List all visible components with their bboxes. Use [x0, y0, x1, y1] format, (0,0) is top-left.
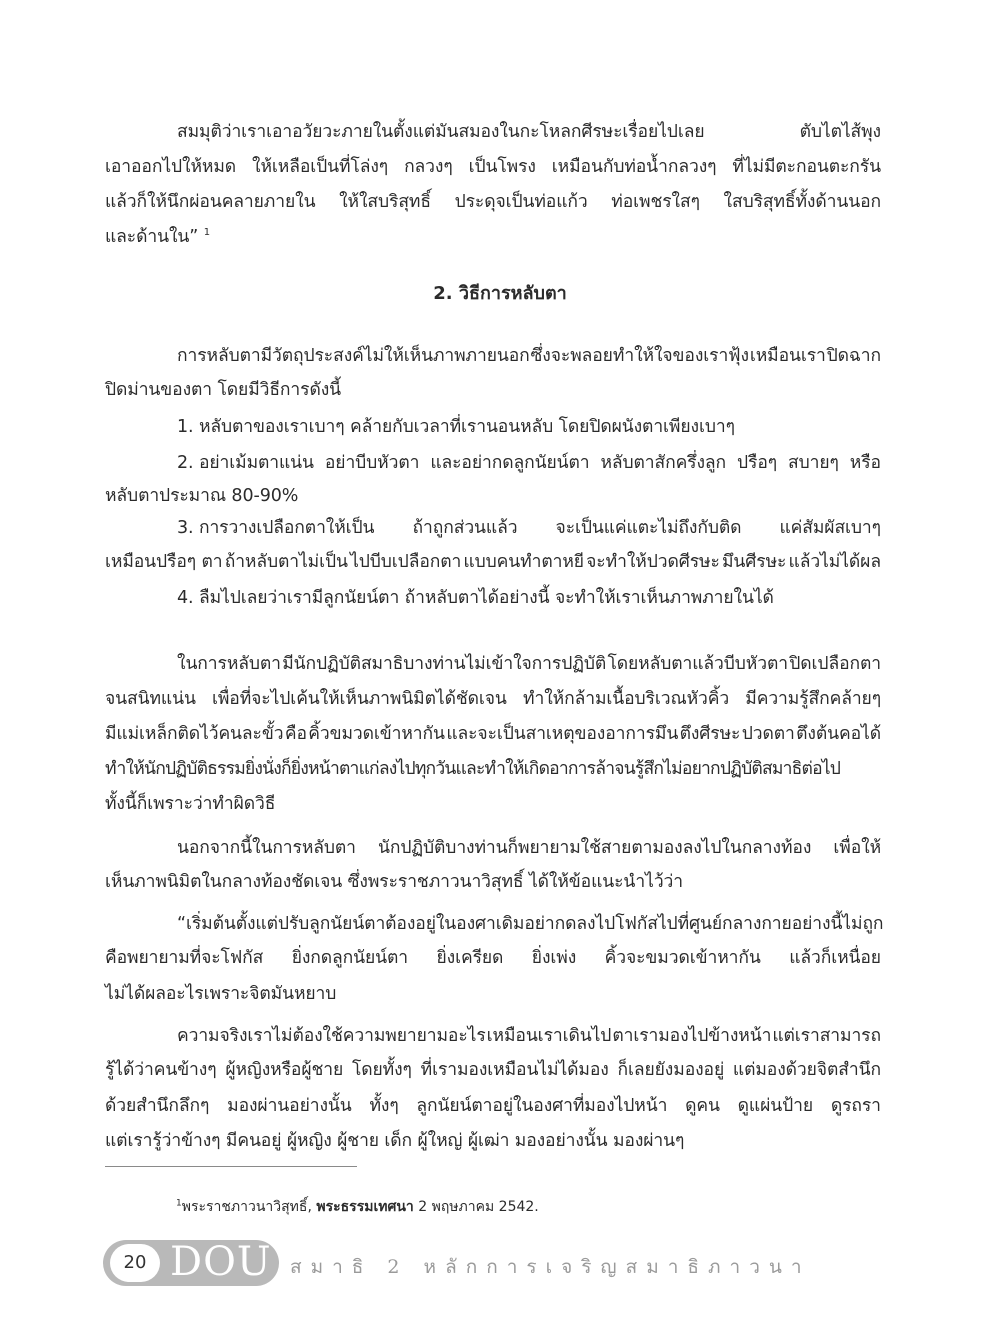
word-group: ที่เรามองเหมือนไม่ได้มอง — [420, 1060, 609, 1080]
word-group: มึนศีรษะ — [721, 552, 787, 572]
word-group: ยิ่งกดลูกนัยน์ตา — [291, 948, 409, 968]
word-group: ปิดฉาก — [826, 346, 881, 366]
paragraph-line — [105, 159, 881, 177]
paragraph-line — [105, 1098, 881, 1116]
word-group: คิ้วขมวดเข้าหากัน — [308, 724, 445, 744]
word-group: ทำให้กล้ามเนื้อบริเวณหัวคิ้ว — [522, 689, 730, 709]
word-group: ดูคน — [685, 1096, 720, 1116]
word-group: ผู้หญิงหรือผู้ชาย — [225, 1060, 344, 1080]
word-group: ลูกนัยน์ตาอยู่ในองศาที่มองไปหน้า — [416, 1096, 668, 1116]
word-group: ยิ่งเพ่ง — [531, 948, 577, 968]
word-group: ด้วยสำนึกลึกๆ — [105, 1096, 210, 1116]
word-group: ปวดตา — [741, 724, 795, 744]
word-group: แต่มองด้วยจิตสำนึก — [732, 1060, 881, 1080]
footnote-book-title: พระธรรมเทศนา — [316, 1199, 414, 1215]
word-group: ไปบีบเปลือกตา — [350, 552, 462, 572]
paragraph-line — [105, 194, 881, 212]
word-group: เหมือนกับท่อน้ำกลวงๆ — [551, 157, 717, 177]
word-group: ดูแผ่นป้าย — [737, 1096, 814, 1116]
paragraph-line: ทั้งนี้ก็เพราะว่าทำผิดวิธี — [105, 794, 276, 814]
word-group: และจะเป็นสาเหตุของอาการมึน — [446, 724, 679, 744]
word-group: มีแม่เหล็กติดไว้คนละขั้ว — [105, 724, 284, 744]
word-group: ตับไตไส้พุง — [799, 122, 881, 142]
word-group: หรือ — [849, 453, 881, 473]
list-item — [177, 520, 881, 538]
footnote-author: พระราชภาวนาวิสุทธิ์, — [181, 1199, 312, 1215]
word-group: รู้ได้ว่าคนข้างๆ — [105, 1060, 217, 1080]
word-group: ที่ไม่มีตะกอนตะกรัน — [732, 157, 881, 177]
section-heading: 2. วิธีการหลับตา — [433, 283, 567, 304]
word-group: เหมือนเรา — [749, 346, 826, 366]
paragraph-line — [105, 229, 210, 247]
word-group: ทำให้นักปฏิบัติธรรมยิ่งนั่งก็ยิ่งหน้าตาแก่ลงไปทุกวันและทำให้เกิดอาการล้าจนรู้สึกไม่อยากปฏิบัติสมาธิต่อไป — [105, 759, 841, 779]
page-number: 20 — [110, 1244, 160, 1282]
word-group: เหมือนปรือๆ ตา — [105, 552, 223, 572]
footnote-divider — [105, 1166, 357, 1167]
paragraph-line — [177, 348, 881, 366]
word-group: อย่างนี้ไม่ถูก — [791, 914, 884, 934]
word-group: ในการหลับตา — [177, 654, 281, 674]
footnote-date: 2 พฤษภาคม 2542. — [418, 1199, 539, 1215]
word-group: ท่อเพชรใสๆ — [611, 192, 700, 212]
word-group: มีนักปฏิบัติสมาธิบางท่านไม่เข้าใจการปฏิบัติ — [282, 654, 607, 674]
word-group: สมมุติว่าเราเอาอวัยวะภายในตั้งแต่มันสมองในกะโหลกศีรษะเรื่อยไปเลย — [177, 122, 705, 142]
word-group: เหมือนเราเดินไป — [486, 1026, 612, 1046]
word-group: คิ้วจะขมวดเข้าหากัน — [604, 948, 761, 968]
list-item-continuation: หลับตาประมาณ 80-90% — [105, 486, 299, 506]
word-group: โดยหลับตาแล้วบีบหัวตา — [607, 654, 788, 674]
word-group: “เริ่มต้นตั้งแต่ปรับลูกนัยน์ตา — [177, 914, 386, 934]
word-group: ยิ่งเครียด — [436, 948, 504, 968]
word-group: จะทำให้ปวดศีรษะ — [586, 552, 720, 572]
word-group: คือ — [284, 724, 307, 744]
paragraph-line — [177, 840, 881, 858]
word-group: แล้วก็เหนื่อย — [789, 948, 881, 968]
dou-logo: DOU — [170, 1239, 272, 1285]
word-group: ถ้าถูกส่วนแล้ว — [412, 518, 518, 538]
list-item-continuation — [105, 554, 881, 572]
word-group: สบายๆ — [788, 453, 839, 473]
paragraph-line — [177, 656, 881, 674]
word-group: แล้วก็ให้นึกผ่อนคลายภายใน — [105, 192, 316, 212]
list-item — [177, 455, 881, 473]
paragraph-line — [105, 1062, 881, 1080]
word-group: การหลับตามีวัตถุประสงค์ไม่ให้เห็นภาพภายนอก — [177, 346, 530, 366]
word-group: นักปฏิบัติบางท่านก็พยายามใช้สายตามองลงไปในกลางท้อง — [378, 838, 812, 858]
word-group: แบบคนทำตาหยี — [463, 552, 584, 572]
word-group: แค่สัมผัสเบาๆ — [779, 518, 881, 538]
word-group: ถ้าหลับตาไม่เป็น — [224, 552, 348, 572]
footnote — [176, 1196, 539, 1218]
word-group: ใสบริสุทธิ์ทั้งด้านนอก — [723, 192, 881, 212]
paragraph-line: แต่เรารู้ว่าข้างๆ มีคนอยู่ ผู้หญิง ผู้ชาย เด็ก ผู้ใหญ่ ผู้เฒ่า มองอย่างนั้น มองผ่านๆ — [105, 1131, 685, 1151]
list-item: 1. หลับตาของเราเบาๆ คล้ายกับเวลาที่เรานอนหลับ โดยปิดผนังตาเพียงเบาๆ — [177, 417, 735, 437]
word-group: แต่เราสามารถ — [772, 1026, 881, 1046]
word-group: ปิดเปลือกตา — [789, 654, 881, 674]
word-group: 3. การวางเปลือกตาให้เป็น — [177, 518, 375, 538]
word-group: โฟกัสไปที่ศูนย์กลางกาย — [615, 914, 792, 934]
course-title: สมาธิ 2 หลักการเจริญสมาธิภาวนา — [290, 1256, 811, 1278]
paragraph-line — [177, 914, 884, 934]
word-group: ดูรถรา — [830, 1096, 881, 1116]
word-group: กลวงๆ — [404, 157, 453, 177]
word-group: แล้วไม่ได้ผล — [788, 552, 881, 572]
word-group: นอกจากนี้ในการหลับตา — [177, 838, 356, 858]
paragraph-line — [105, 726, 881, 744]
paragraph-line — [177, 124, 881, 142]
word-group: ทั้งๆ — [369, 1096, 399, 1116]
word-group: ให้ใสบริสุทธิ์ — [339, 192, 431, 212]
word-group: ตาเรามองไปข้างหน้า — [612, 1026, 772, 1046]
word-group: ให้เหลือเป็นที่โล่งๆ — [252, 157, 389, 177]
word-group: ตึงศีรษะ — [679, 724, 741, 744]
word-group: 2. อย่าเม้มตาแน่น — [177, 453, 314, 473]
paragraph-line — [105, 950, 881, 968]
word-group: เพื่อให้ — [833, 838, 881, 858]
word-group: ประดุจเป็นท่อแก้ว — [454, 192, 588, 212]
word-group: คือพยายามที่จะโฟกัส — [105, 948, 264, 968]
word-group: ปรือๆ — [737, 453, 778, 473]
word-group: ซึ่งจะพลอยทำให้ใจของเราฟุ้ง — [530, 346, 749, 366]
paragraph-line: ไม่ได้ผลอะไรเพราะจิตมันหยาบ — [105, 984, 337, 1004]
footnote-reference[interactable]: 1 — [203, 227, 210, 239]
word-group: และอย่ากดลูกนัยน์ตา — [430, 453, 590, 473]
paragraph-text: และด้านใน” — [105, 227, 199, 247]
word-group: มองผ่านอย่างนั้น — [227, 1096, 352, 1116]
paragraph-line — [177, 1028, 881, 1046]
paragraph-line — [105, 691, 881, 709]
word-group: หลับตาสักครึ่งลูก — [600, 453, 727, 473]
word-group: โดยทั้งๆ — [351, 1060, 412, 1080]
footnote-number: 1 — [176, 1198, 182, 1209]
word-group: มีความรู้สึกคล้ายๆ — [745, 689, 881, 709]
paragraph-line: ปิดม่านของตา โดยมีวิธีการดังนี้ — [105, 380, 342, 400]
word-group: เพื่อที่จะไปเค้นให้เห็นภาพนิมิตได้ชัดเจน — [211, 689, 507, 709]
paragraph-line — [105, 761, 881, 779]
word-group: อย่าบีบหัวตา — [324, 453, 420, 473]
word-group: ต้องอยู่ในองศาเดิม — [385, 914, 525, 934]
word-group: ความจริงเราไม่ต้องใช้ความพยายามอะไร — [177, 1026, 486, 1046]
word-group: เอาออกไปให้หมด — [105, 157, 237, 177]
word-group: อย่ากดลงไป — [524, 914, 616, 934]
word-group: จนสนิทแน่น — [105, 689, 196, 709]
word-group: จะเป็นแค่แตะไม่ถึงกับติด — [555, 518, 742, 538]
word-group: เป็นโพรง — [468, 157, 536, 177]
list-item: 4. ลืมไปเลยว่าเรามีลูกนัยน์ตา ถ้าหลับตาได้อย่างนี้ จะทำให้เราเห็นภาพภายในได้ — [177, 588, 774, 608]
word-group: ตึงต้นคอได้ — [796, 724, 881, 744]
word-group: ก็เลยยังมองอยู่ — [617, 1060, 725, 1080]
paragraph-line: เห็นภาพนิมิตในกลางท้องชัดเจน ซึ่งพระราชภาวนาวิสุทธิ์ ได้ให้ข้อแนะนำไว้ว่า — [105, 872, 683, 892]
